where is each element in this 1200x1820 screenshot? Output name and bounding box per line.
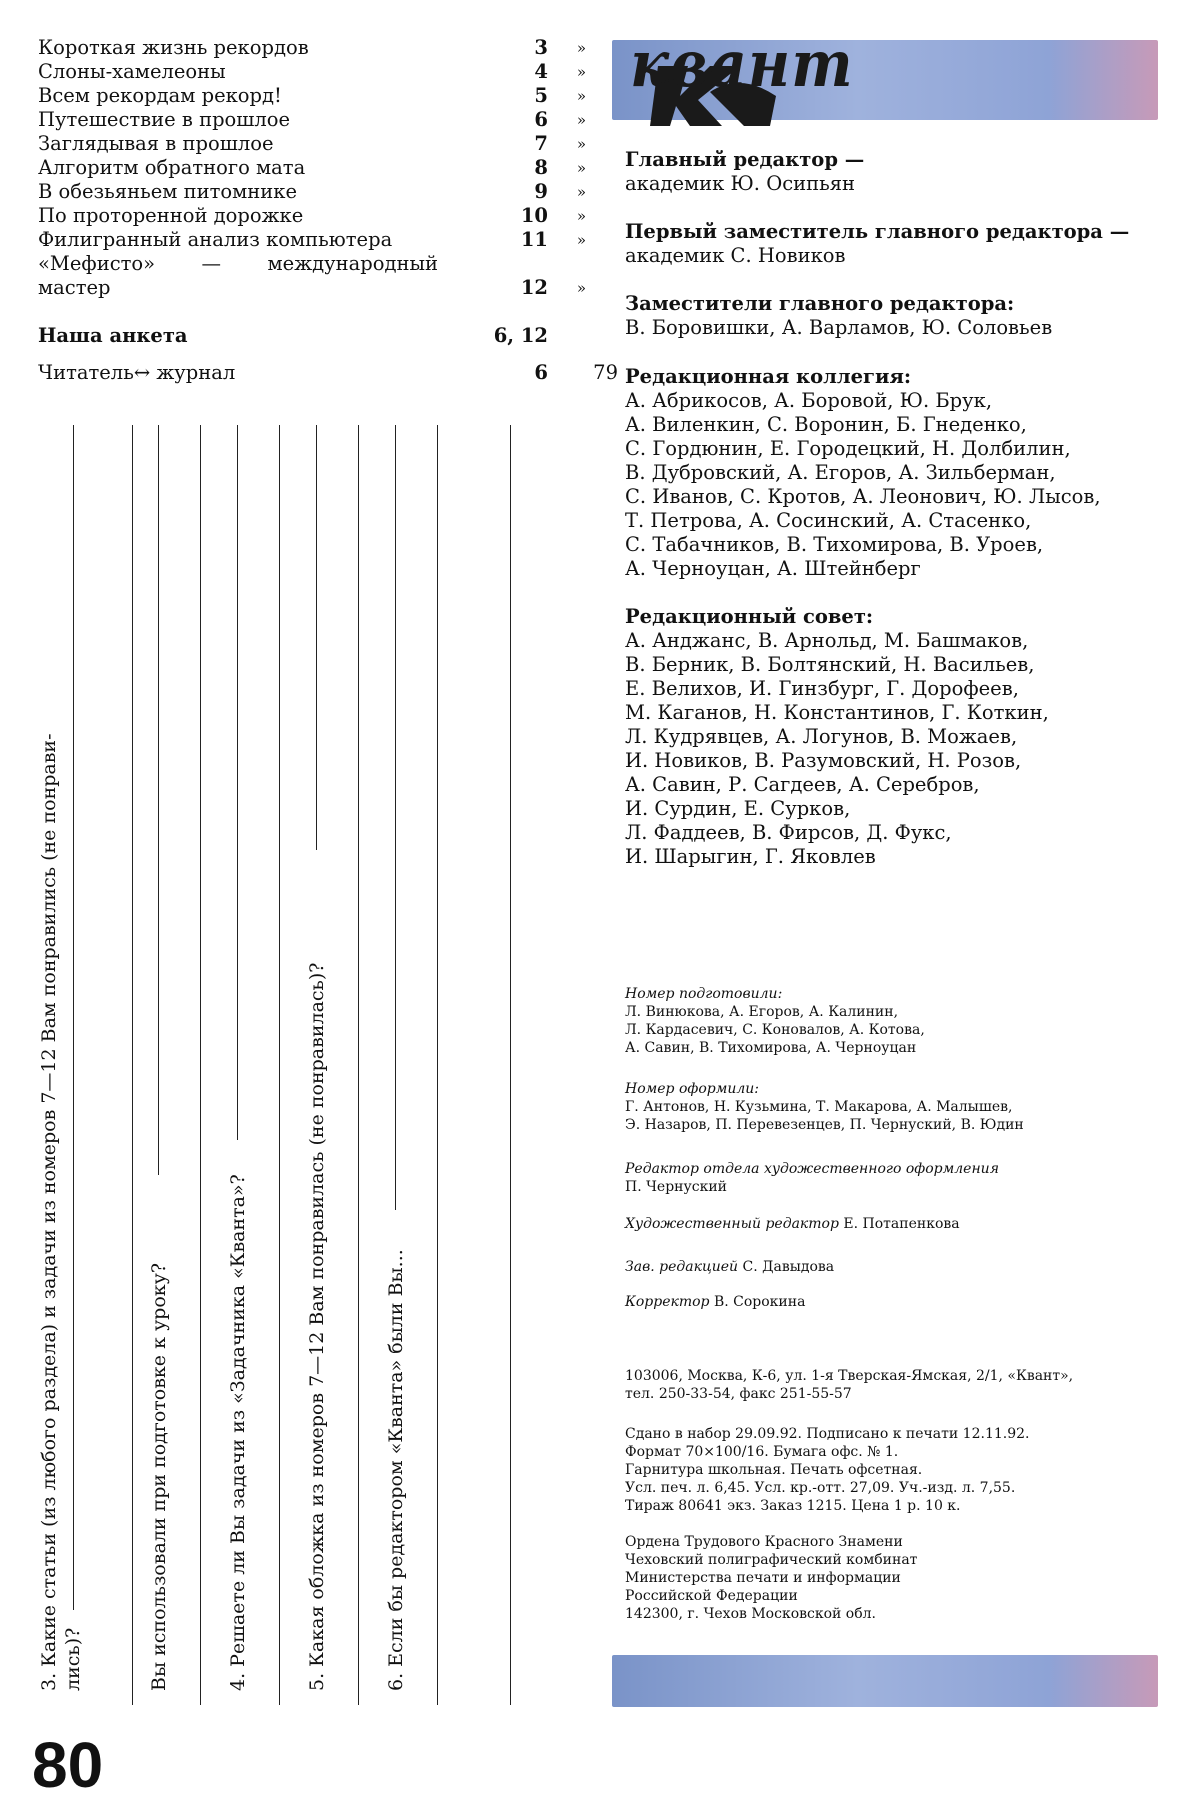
toc-title: По проторенной дорожке — [38, 204, 304, 227]
text-line: А. Савин, В. Тихомирова, А. Черноуцан — [625, 1040, 917, 1056]
text-line: И. Шарыгин, Г. Яковлев — [625, 845, 876, 868]
art-editor-label: Художественный редактор — [625, 1216, 839, 1232]
question-4-text: 4. Решаете ли Вы задачи из «Задачника «Кванта»? — [227, 1174, 249, 1691]
text-line: Т. Петрова, А. Сосинский, А. Стасенко, — [625, 509, 1032, 532]
proof-name: В. Сорокина — [713, 1294, 806, 1310]
toc-row — [38, 84, 586, 108]
text-line: тел. 250-33-54, факс 251-55-57 — [625, 1386, 852, 1402]
toc-page: 6 — [534, 108, 548, 131]
answer-line[interactable] — [279, 425, 280, 1705]
text-line: А. Савин, Р. Сагдеев, А. Серебров, — [625, 773, 980, 796]
chief-editor-title: Главный редактор — — [625, 148, 865, 171]
answer-line[interactable] — [73, 425, 74, 1610]
toc-row — [38, 156, 586, 180]
toc-page: 7 — [534, 132, 548, 155]
toc-title: Слоны-хамелеоны — [38, 60, 226, 83]
imprint-print — [625, 1425, 1163, 1515]
chief-editor-name: академик Ю. Осипьян — [625, 172, 856, 195]
answer-line[interactable] — [316, 425, 317, 850]
text-line: Российской Федерации — [625, 1588, 798, 1604]
toc-reader — [38, 361, 618, 385]
page-number: 80 — [32, 1729, 104, 1801]
proof-label: Корректор — [625, 1294, 710, 1310]
toc-ditto: » — [576, 87, 586, 105]
text-line: Сдано в набор 29.09.92. Подписано к печати 12.11.92. — [625, 1426, 1030, 1442]
answer-line[interactable] — [395, 425, 396, 1210]
question-3-text: 3. Какие статьи (из любого раздела) и задачи из номеров 7—12 Вам понравились (не понрави- — [38, 733, 60, 1691]
toc-page: 9 — [534, 180, 548, 203]
text-line: Гарнитура школьная. Печать офсетная. — [625, 1462, 923, 1478]
text-line: Е. Велихов, И. Гинзбург, Г. Дорофеев, — [625, 677, 1019, 700]
toc-title: Всем рекордам рекорд! — [38, 84, 282, 107]
text-line: В. Дубровский, А. Егоров, А. Зильберман, — [625, 461, 1056, 484]
toc-title-a: «Мефисто» — [38, 252, 156, 275]
toc-page: 5 — [534, 84, 548, 107]
toc-title: Путешествие в прошлое — [38, 108, 291, 131]
toc-title: Короткая жизнь рекордов — [38, 36, 309, 59]
toc-ditto: » — [576, 231, 586, 249]
head-name: С. Давыдова — [742, 1259, 835, 1275]
credits-designed — [625, 1080, 1163, 1134]
credits-art-dept — [625, 1160, 1163, 1196]
text-line: Г. Антонов, Н. Кузьмина, Т. Макарова, А. Малышев, — [625, 1099, 1013, 1115]
text-line: Л. Кудрявцев, А. Логунов, В. Можаев, — [625, 725, 1018, 748]
toc-page: 10 — [520, 204, 548, 227]
text-line: Министерства печати и информации — [625, 1570, 901, 1586]
toc-page: 3 — [534, 36, 548, 59]
toc-row — [38, 132, 586, 156]
toc-title-c: международный — [267, 252, 438, 275]
question-lesson-text: Вы использовали при подготовке к уроку? — [148, 1262, 170, 1691]
toc-row-multiline — [38, 252, 586, 300]
toc-title: Алгоритм обратного мата — [38, 156, 306, 179]
toc-ditto: » — [576, 63, 586, 81]
chief-editor — [625, 148, 1163, 196]
text-line: Тираж 80641 экз. Заказ 1215. Цена 1 р. 10 к. — [625, 1498, 961, 1514]
survey-form — [30, 405, 585, 1705]
toc-ditto: » — [576, 207, 586, 225]
credits-proof — [625, 1293, 1163, 1311]
text-line: 142300, г. Чехов Московской обл. — [625, 1606, 877, 1622]
text-line: Ордена Трудового Красного Знамени — [625, 1534, 903, 1550]
answer-line[interactable] — [510, 425, 511, 1705]
answer-line[interactable] — [132, 425, 133, 1705]
toc-title: В обезьяньем питомнике — [38, 180, 298, 203]
toc-ditto: » — [576, 135, 586, 153]
text-line: М. Каганов, Н. Константинов, Г. Коткин, — [625, 701, 1049, 724]
question-5-text: 5. Какая обложка из номеров 7—12 Вам понравилась (не понравилась)? — [306, 962, 328, 1691]
toc-ditto: » — [576, 183, 586, 201]
toc-reader-title: Читатель↔ журнал — [38, 361, 236, 384]
credits-head — [625, 1258, 1163, 1276]
text-line: А. Черноуцан, А. Штейнберг — [625, 557, 921, 580]
toc-anketa-title: Наша анкета — [38, 324, 188, 347]
toc-reader-page2: 79 — [593, 361, 618, 384]
toc-row — [38, 180, 586, 204]
text-line: Л. Винюкова, А. Егоров, А. Калинин, — [625, 1004, 899, 1020]
toc-row — [38, 228, 586, 252]
head-label: Зав. редакцией — [625, 1259, 739, 1275]
council-title: Редакционный совет: — [625, 605, 874, 628]
first-deputy-title: Первый заместитель главного редактора — — [625, 220, 1130, 243]
text-line: С. Иванов, С. Кротов, А. Леонович, Ю. Лысов, — [625, 485, 1101, 508]
first-deputy-name: академик С. Новиков — [625, 244, 846, 267]
prepared-label: Номер подготовили: — [625, 986, 783, 1002]
text-line: Усл. печ. л. 6,45. Усл. кр.-отт. 27,09. Уч.-изд. л. 7,55. — [625, 1480, 1016, 1496]
kvant-logo: квант — [630, 26, 854, 102]
toc-ditto: » — [576, 159, 586, 177]
deputies-title: Заместители главного редактора: — [625, 292, 1015, 315]
text-line: А. Абрикосов, А. Боровой, Ю. Брук, — [625, 389, 993, 412]
credits-art-editor — [625, 1215, 1163, 1233]
toc-page: 4 — [534, 60, 548, 83]
board-title: Редакционная коллегия: — [625, 365, 912, 388]
text-line: Э. Назаров, П. Перевезенцев, П. Чернуский, В. Юдин — [625, 1117, 1024, 1133]
text-line: В. Берник, В. Болтянский, Н. Васильев, — [625, 653, 1035, 676]
answer-line[interactable] — [237, 425, 238, 1140]
answer-line[interactable] — [158, 425, 159, 1175]
toc-title-line2: мастер — [38, 276, 111, 299]
text-line: Чеховский полиграфический комбинат — [625, 1552, 918, 1568]
toc-row — [38, 204, 586, 228]
toc-reader-page: 6 — [534, 361, 548, 384]
toc-ditto: » — [576, 39, 586, 57]
art-dept-label: Редактор отдела художественного оформления — [625, 1161, 999, 1177]
art-dept-name: П. Чернуский — [625, 1179, 727, 1195]
footer-band — [612, 1655, 1158, 1707]
toc-anketa-page: 6, 12 — [493, 324, 548, 347]
text-line: Л. Фаддеев, В. Фирсов, Д. Фукс, — [625, 821, 952, 844]
first-deputy — [625, 220, 1163, 268]
art-editor-name: Е. Потапенкова — [843, 1216, 960, 1232]
imprint-address — [625, 1367, 1163, 1403]
toc-ditto: » — [576, 279, 586, 297]
toc-title: Филигранный анализ компьютера — [38, 228, 393, 251]
text-line: С. Табачников, В. Тихомирова, В. Уроев, — [625, 533, 1044, 556]
deputies-names: В. Боровишки, А. Варламов, Ю. Соловьев — [625, 316, 1053, 339]
answer-line[interactable] — [358, 425, 359, 1705]
designed-label: Номер оформили: — [625, 1081, 759, 1097]
toc-row — [38, 60, 586, 84]
answer-line[interactable] — [200, 425, 201, 1705]
text-line: И. Новиков, В. Разумовский, Н. Розов, — [625, 749, 1022, 772]
text-line: 103006, Москва, К-6, ул. 1-я Тверская-Ямская, 2/1, «Квант», — [625, 1368, 1074, 1384]
toc-row — [38, 108, 586, 132]
toc-page: 11 — [520, 228, 548, 251]
toc-page: 8 — [534, 156, 548, 179]
editorial-board — [625, 365, 1163, 581]
text-line: А. Виленкин, С. Воронин, Б. Гнеденко, — [625, 413, 1027, 436]
credits-prepared — [625, 985, 1163, 1057]
text-line: Формат 70×100/16. Бумага офс. № 1. — [625, 1444, 899, 1460]
editorial-council — [625, 605, 1163, 869]
toc-title-b: — — [201, 252, 222, 275]
table-of-contents — [38, 36, 586, 300]
text-line: А. Анджанс, В. Арнольд, М. Башмаков, — [625, 629, 1029, 652]
deputies — [625, 292, 1163, 340]
toc-title: Заглядывая в прошлое — [38, 132, 274, 155]
text-line: Л. Кардасевич, С. Коновалов, А. Котова, — [625, 1022, 925, 1038]
text-line: С. Гордюнин, Е. Городецкий, Н. Долбилин, — [625, 437, 1071, 460]
toc-ditto: » — [576, 111, 586, 129]
answer-line[interactable] — [437, 425, 438, 1705]
imprint-printer — [625, 1533, 1163, 1623]
toc-page: 12 — [520, 276, 548, 299]
question-3-text-cont: лись)? — [62, 1627, 84, 1691]
toc-row — [38, 36, 586, 60]
toc-anketa — [38, 324, 583, 348]
text-line: И. Сурдин, Е. Сурков, — [625, 797, 851, 820]
question-6-text: 6. Если бы редактором «Кванта» были Вы... — [385, 1249, 407, 1691]
